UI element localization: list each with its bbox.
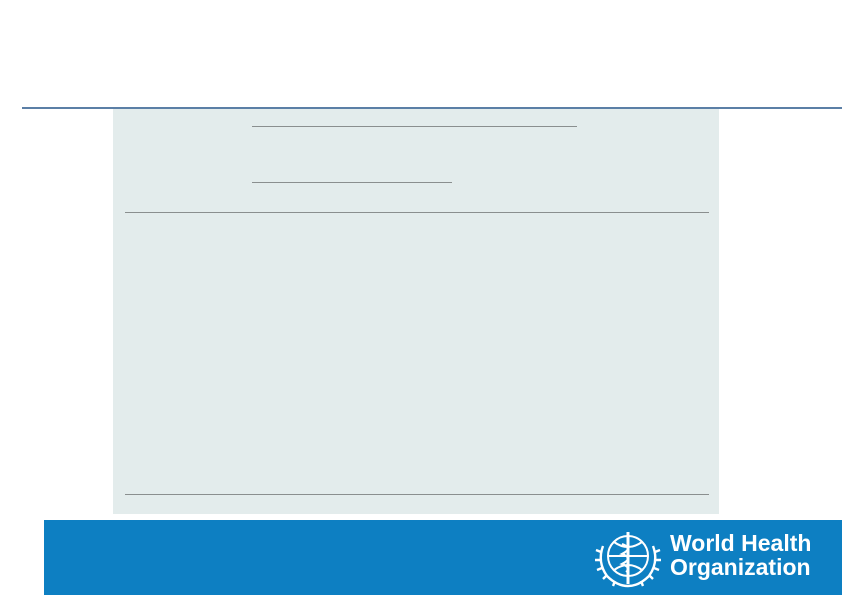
header-rule-baseline bbox=[252, 126, 577, 127]
who-logo-text bbox=[670, 531, 811, 579]
who-logo-line-2: Organization bbox=[670, 554, 811, 580]
who-logo-line-1: World Health bbox=[670, 530, 812, 556]
header-rule-foregone bbox=[252, 182, 452, 183]
data-table-image bbox=[113, 109, 719, 514]
page-number: | bbox=[34, 558, 38, 572]
who-emblem-icon bbox=[593, 522, 663, 594]
header-bottom-rule bbox=[125, 212, 709, 213]
table-bottom-rule bbox=[125, 494, 709, 495]
